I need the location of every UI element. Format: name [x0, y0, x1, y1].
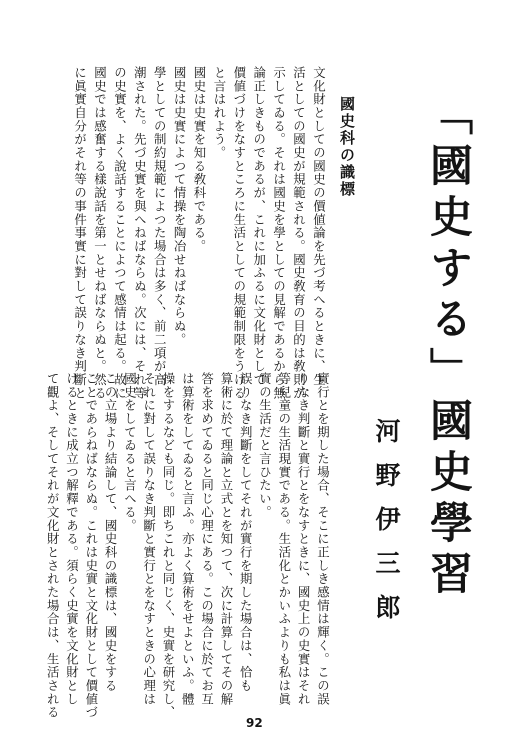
text-column: 學としての制約規範によつた場合は多く、前二項が高 — [152, 66, 168, 387]
text-column: 誤りなき判斷をしてそれが實行を期した場合は、恰も — [238, 372, 254, 693]
text-column: 國史をしてゐると言へる。 — [122, 372, 138, 533]
text-column: りなき判斷と實行とをなすときに、國史上の史實はそれ — [296, 372, 312, 706]
text-column: 活としての國史が規範される。國史敎育の目的は敎則が — [291, 66, 307, 400]
article-title: 「國史する」國史學習 — [423, 92, 473, 602]
text-column: 實行とを期した場合、そこに正しき感情は輝く。この誤 — [315, 372, 331, 706]
section-heading: 國史科の識標 — [338, 96, 356, 198]
text-column: 等兒童の生活現實である。生活化とかいふよりも私は眞 — [276, 372, 292, 706]
text-column: けるときに成立つ解釋である。須らく史實を文化財とし — [64, 372, 80, 706]
text-column: 操をするなども同じ。即ちこれと同じく、史實を研究し、 — [161, 372, 176, 720]
text-column: 國史では感奮する樣說話を第一とせねばならぬと。然る — [92, 66, 108, 400]
text-column: 論正しきものであるが、これに加ふるに文化財として — [251, 66, 267, 387]
text-column: 國史は史實によつて情操を陶冶せねばならぬ。 — [172, 66, 188, 347]
text-column: それに對して誤りなき判斷と實行とをなすときの心理は — [141, 372, 157, 706]
text-column: この立場より結論して、國史科の識標は、國史をする — [103, 372, 119, 693]
text-column: 實の生活だと言ひたい。 — [257, 372, 273, 519]
text-column: 潮された。先づ史實を與へねばならぬ。次には、それ等 — [132, 66, 148, 400]
text-column: 示してゐる。それは國史を學としての見解であるから無 — [271, 66, 287, 400]
page-number: 92 — [246, 716, 263, 730]
text-column: 答を求めてゐると同じ心理にある。この場合に於てお互 — [199, 372, 215, 706]
text-column: 算術に於て理論と立式とを知つて、次に計算してその解 — [218, 372, 234, 706]
text-column: は算術をしてゐると言ふ。亦よく算術をせよといふ。體 — [180, 372, 196, 706]
text-column: 文化財としての國史の價値論を先づ考へるときに、生 — [311, 66, 327, 387]
text-column: 國史は史實を知る敎科である。 — [192, 66, 207, 253]
text-column: の史實を、よく說話することによつて感情は起る。故に — [112, 66, 128, 400]
text-column: て觀よ、そしてそれが文化財とされた場合は、生活される — [45, 372, 61, 720]
text-column: 價値づけをなすところに生活としての規範制限をうける — [231, 66, 247, 400]
author-name: 河野伊三郎 — [372, 418, 401, 638]
text-column: と言はれよう。 — [211, 66, 227, 160]
text-column: ことであらねばならぬ。これは史實と文化財として價値づ — [83, 372, 99, 720]
text-column: に眞實自分がそれ等の事件事實に對して誤りなき判斷と — [72, 66, 88, 400]
